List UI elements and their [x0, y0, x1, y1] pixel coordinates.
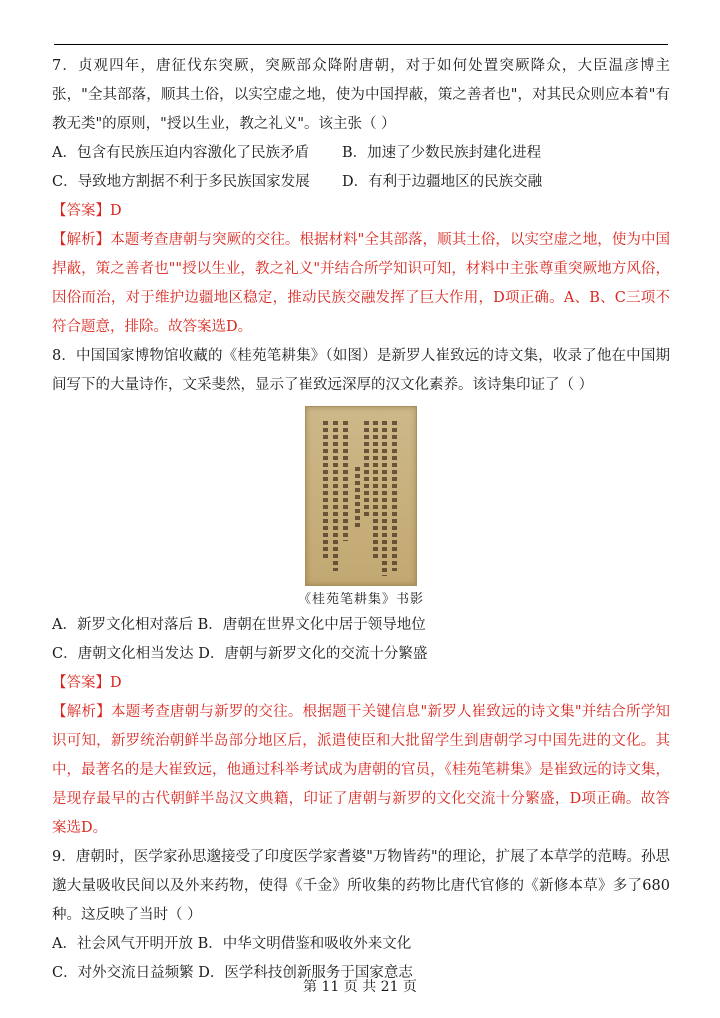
book-page-image — [305, 406, 417, 586]
image-caption: 《桂苑笔耕集》书影 — [297, 592, 424, 607]
page-number: 第 11 页 共 21 页 — [303, 979, 417, 995]
question-9-options-cd: C．对外交流日益频繁 D．医学科技创新服务于国家意志 — [52, 965, 413, 981]
question-7-options-row-2 — [52, 168, 670, 197]
question-7-stem: 7．贞观四年，唐征伐东突厥，突厥部众降附唐朝，对于如何处置突厥降众，大臣温彦博主张，"全其部落，顺其土俗，以实空虚之地，使为中国捍蔽，策之善者也"，对其民众则应本着"有教无类"的原则，"授以生业，教之礼义"。该主张（ ） — [52, 58, 670, 132]
answer-7: 【答案】D — [52, 203, 122, 219]
analysis-8: 【解析】本题考查唐朝与新罗的交往。根据题干关键信息"新罗人崔致远的诗文集"并结合所学知识可知，新罗统治朝鲜半岛部分地区后，派遣使臣和大批留学生到唐朝学习中国先进的文化。其中，最著名的是大崔致远，他通过科举考试成为唐朝的官员，《桂苑笔耕集》是崔致远的诗文集，是现存最早的古代朝鲜半岛汉文典籍，印证了唐朝与新罗的文化交流十分繁盛，D项正确。故答案选D。 — [52, 704, 670, 836]
question-8-options-ab: A．新罗文化相对落后 B．唐朝在世界文化中居于领导地位 — [52, 617, 426, 633]
question-9-options-ab: A．社会风气开明开放 B．中华文明借鉴和吸收外来文化 — [52, 936, 412, 952]
question-8-stem: 8．中国国家博物馆收藏的《桂苑笔耕集》（如图）是新罗人崔致远的诗文集，收录了他在中国期间写下的大量诗作，文采斐然，显示了崔致远深厚的汉文化素养。该诗集印证了（ ） — [52, 348, 670, 393]
question-8-options-cd: C．唐朝文化相当发达 D．唐朝与新罗文化的交流十分繁盛 — [52, 646, 428, 662]
question-9-stem: 9．唐朝时，医学家孙思邈接受了印度医学家耆婆"万物皆药"的理论，扩展了本草学的范畴。孙思邈大量吸收民间以及外来药物，使得《千金》所收集的药物比唐代官修的《新修本草》多了680种。这反映了当时（ ） — [52, 849, 670, 923]
book-image-figure — [52, 406, 670, 611]
analysis-7: 【解析】本题考查唐朝与突厥的交往。根据材料"全其部落，顺其土俗，以实空虚之地，使为中国捍蔽，策之善者也""授以生业，教之礼义"并结合所学知识可知，材料中主张尊重突厥地方风俗，因俗而治，对于维护边疆地区稳定，推动民族交融发挥了巨大作用，D项正确。A、B、C三项不符合题意，排除。故答案选D。 — [52, 232, 670, 335]
option-7a: A．包含有民族压迫内容激化了民族矛盾 — [52, 145, 309, 161]
header-rule — [54, 44, 668, 45]
option-7d: D．有利于边疆地区的民族交融 — [342, 174, 543, 190]
question-7-options-row-1 — [52, 139, 670, 168]
page-content — [52, 52, 670, 988]
option-7b: B．加速了少数民族封建化进程 — [342, 145, 542, 161]
option-7c: C．导致地方割据不利于多民族国家发展 — [52, 174, 310, 190]
answer-8: 【答案】D — [52, 675, 122, 691]
